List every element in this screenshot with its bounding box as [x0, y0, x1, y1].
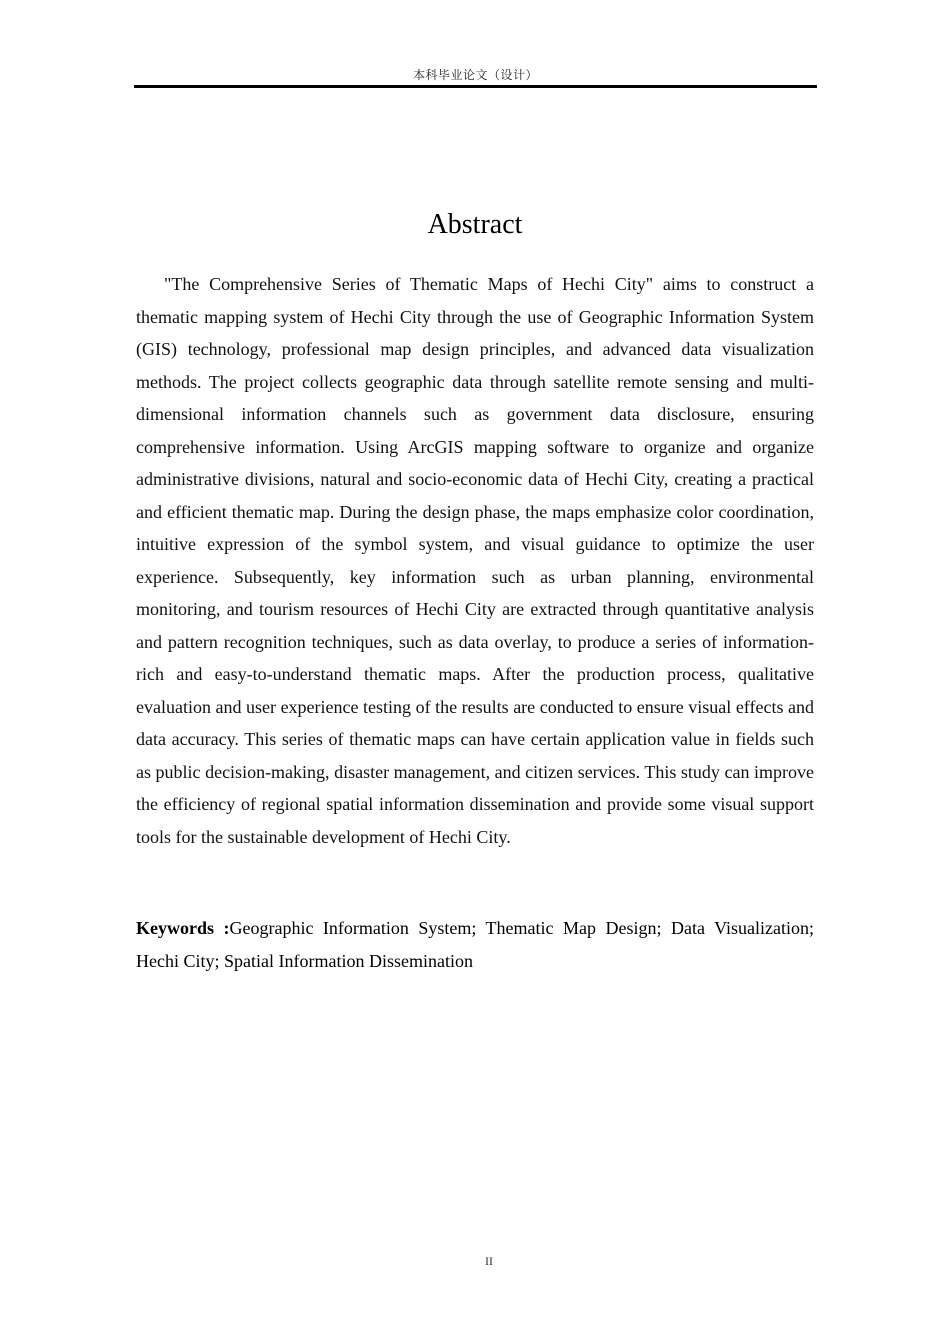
keywords-label: Keywords : [136, 918, 230, 938]
running-header: 本科毕业论文（设计） [412, 68, 538, 82]
abstract-title: Abstract [427, 209, 523, 240]
abstract-body: "The Comprehensive Series of Thematic Maps of Hechi City" aims to construct a thematic mapping system of Hechi City through the use of Geographic Information System (GIS) technology, professional map design principles, and advanced data visualization methods. The project collects geographic data through satellite remote sensing and multi-dimensional information channels such as government data disclosure, ensuring comprehensive information. Using ArcGIS mapping software to organize and organize administrative divisions, natural and socio-economic data of Hechi City, creating a practical and efficient thematic map. During the design phase, the maps emphasize color coordination, intuitive expression of the symbol system, and visual guidance to optimize the user experience. Subsequently, key information such as urban planning, environmental monitoring, and tourism resources of Hechi City are extracted through quantitative analysis and pattern recognition techniques, such as data overlay, to produce a series of information-rich and easy-to-understand thematic maps. After the production process, qualitative evaluation and user experience testing of the results are conducted to ensure visual effects and data accuracy. This series of thematic maps can have certain application value in fields such as public decision-making, disaster management, and citizen services. This study can improve the efficiency of regional spatial information dissemination and provide some visual support tools for the sustainable development of Hechi City. [136, 274, 814, 847]
page-number: II [485, 1254, 493, 1268]
header-rule [134, 85, 817, 88]
keywords-paragraph [136, 912, 814, 977]
keywords-text: Geographic Information System; Thematic Map Design; Data Visualization; Hechi City; Spatial Information Dissemination [136, 918, 814, 971]
